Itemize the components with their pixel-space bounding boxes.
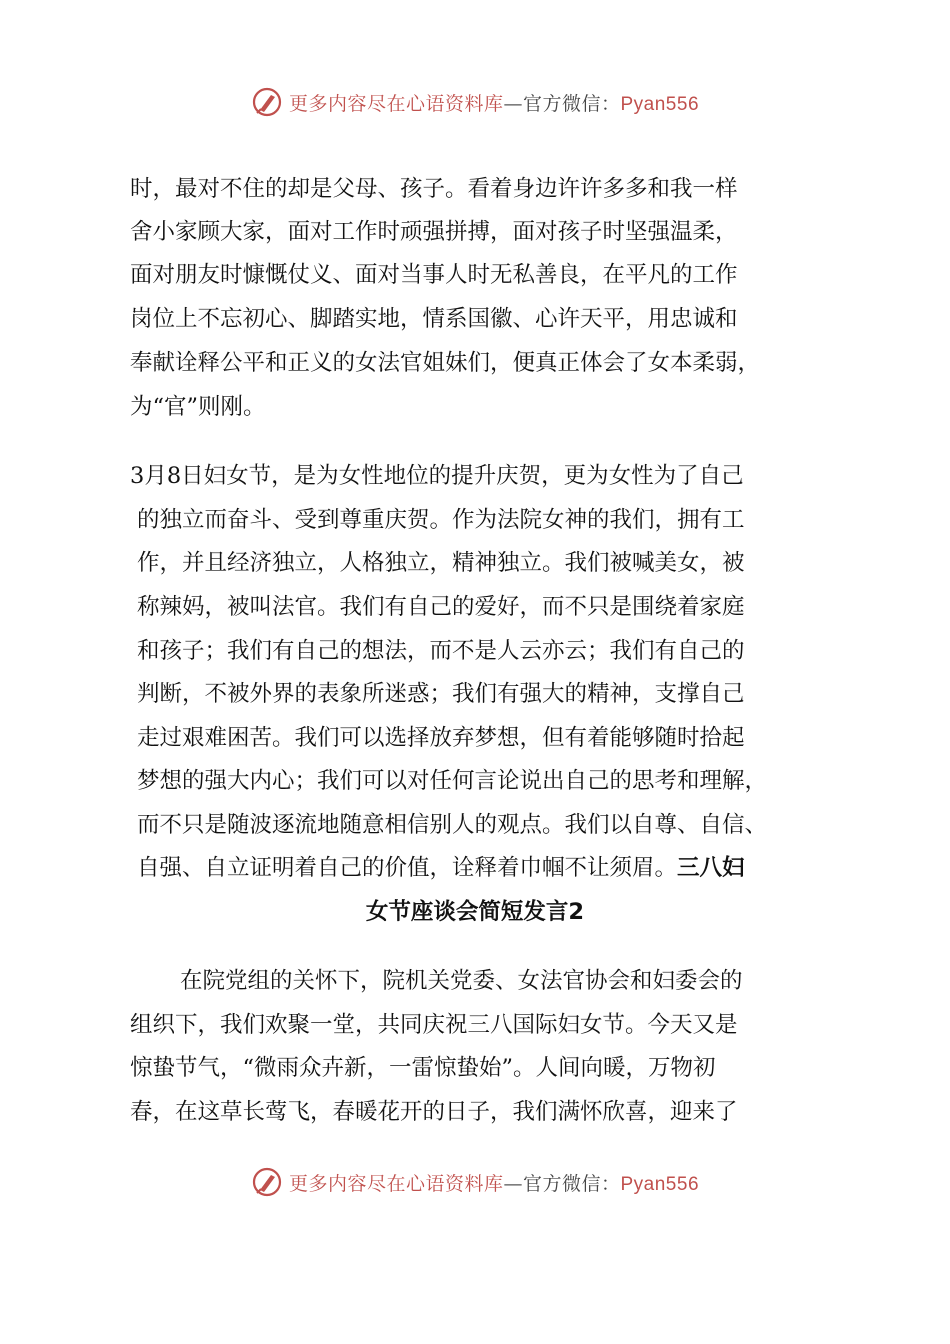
paragraph-last-line <box>137 853 745 883</box>
banner-text <box>289 89 699 116</box>
paragraph-line: 奉献诠释公平和正义的女法官姐妹们，便真正体会了女本柔弱， <box>130 350 761 376</box>
banner-separator: — <box>503 92 523 115</box>
quill-pen-icon <box>251 86 283 118</box>
banner-text <box>289 1169 699 1196</box>
banner-title: 更多内容尽在心语资料库 <box>288 1172 504 1195</box>
section-heading: 女节座谈会简短发言2 <box>365 899 585 925</box>
paragraph-line: 组织下，我们欢聚一堂，共同庆祝三八国际妇女节。今天又是 <box>130 1012 738 1038</box>
paragraph-line: 而不只是随波逐流地随意相信别人的观点。我们以自尊、自信、 <box>137 812 768 838</box>
paragraph-line: 岗位上不忘初心、脚踏实地，情系国徽、心许天平，用忠诚和 <box>130 306 738 332</box>
banner-wechat-handle: Pyan556 <box>620 1173 700 1195</box>
paragraph-line: 为“官”则刚。 <box>130 394 266 420</box>
heading-start: 三八妇 <box>677 855 745 881</box>
paragraph-line: 面对朋友时慷慨仗义、面对当事人时无私善良，在平凡的工作 <box>130 262 738 288</box>
paragraph-line: 3月8日妇女节，是为女性地位的提升庆贺，更为女性为了自己 <box>130 463 744 489</box>
banner-official-label: 官方微信： <box>522 1172 621 1195</box>
paragraph-line-text: 自强、自立证明着自己的价值，诠释着巾帼不让须眉。 <box>137 855 678 881</box>
paragraph-line: 和孩子；我们有自己的想法，而不是人云亦云；我们有自己的 <box>137 638 745 664</box>
paragraph-line: 梦想的强大内心；我们可以对任何言论说出自己的思考和理解， <box>137 768 768 794</box>
banner-official-label: 官方微信： <box>522 92 621 115</box>
paragraph-line: 在院党组的关怀下，院机关党委、女法官协会和妇委会的 <box>180 968 743 994</box>
paragraph-line: 称辣妈，被叫法官。我们有自己的爱好，而不只是围绕着家庭 <box>137 594 745 620</box>
paragraph-line: 判断，不被外界的表象所迷惑；我们有强大的精神，支撑自己 <box>137 681 745 707</box>
paragraph-line: 的独立而奋斗、受到尊重庆贺。作为法院女神的我们，拥有工 <box>137 507 745 533</box>
paragraph-line: 舍小家顾大家，面对工作时顽强拼搏，面对孩子时坚强温柔， <box>130 219 738 245</box>
paragraph-line: 走过艰难困苦。我们可以选择放弃梦想，但有着能够随时拾起 <box>137 725 745 751</box>
paragraph-line: 作，并且经济独立，人格独立，精神独立。我们被喊美女，被 <box>137 550 745 576</box>
paragraph-line: 时，最对不住的却是父母、孩子。看着身边许许多多和我一样 <box>130 176 738 202</box>
banner-title: 更多内容尽在心语资料库 <box>288 92 504 115</box>
paragraph-line: 春，在这草长莺飞，春暖花开的日子，我们满怀欣喜，迎来了 <box>130 1099 738 1125</box>
banner-wechat-handle: Pyan556 <box>620 93 700 115</box>
header-banner <box>0 82 950 122</box>
footer-banner <box>0 1162 950 1202</box>
quill-pen-icon <box>251 1166 283 1198</box>
paragraph-line: 惊蛰节气，“微雨众卉新，一雷惊蛰始”。人间向暖，万物初 <box>130 1055 716 1081</box>
banner-separator: — <box>503 1172 523 1195</box>
